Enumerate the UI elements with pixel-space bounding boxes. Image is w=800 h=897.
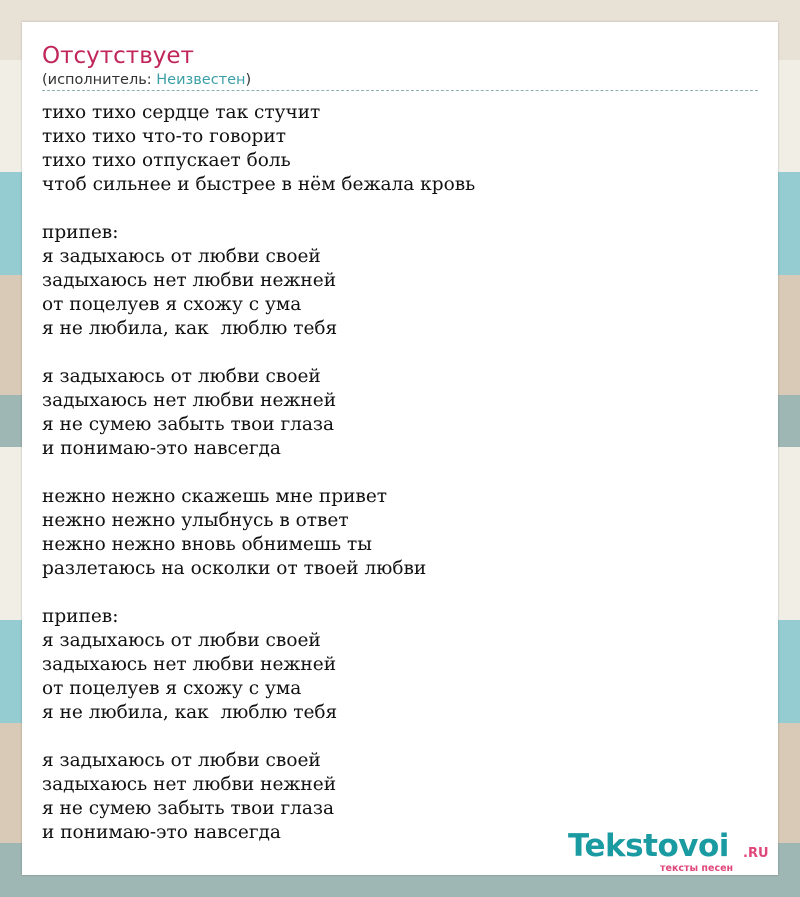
lyric-line: задыхаюсь нет любви нежней	[42, 270, 337, 291]
lyric-line: тихо тихо сердце так стучит	[42, 102, 321, 123]
lyric-line: задыхаюсь нет любви нежней	[42, 654, 337, 675]
lyric-line: нежно нежно вновь обнимешь ты	[42, 534, 372, 555]
lyric-line: задыхаюсь нет любви нежней	[42, 774, 337, 795]
lyric-line: и понимаю-это навсегда	[42, 438, 281, 459]
lyric-line-blank	[42, 725, 475, 749]
lyric-line: я задыхаюсь от любви своей	[42, 750, 321, 771]
lyric-line: я не сумею забыть твои глаза	[42, 798, 335, 819]
song-title: Отсутствует	[42, 43, 194, 69]
lyric-line: припев:	[42, 222, 119, 243]
lyric-line: я задыхаюсь от любви своей	[42, 246, 321, 267]
lyric-line: припев:	[42, 606, 119, 627]
logo-wordmark: Tekstovoi	[568, 828, 729, 864]
logo-tagline: тексты песен	[660, 863, 734, 874]
lyric-line-blank	[42, 341, 475, 365]
lyric-line: я задыхаюсь от любви своей	[42, 630, 321, 651]
lyric-line: я не любила, как люблю тебя	[42, 702, 338, 723]
lyric-line: нежно нежно скажешь мне привет	[42, 486, 388, 507]
lyric-line-blank	[42, 461, 475, 485]
lyric-line-blank	[42, 197, 475, 221]
lyric-line-blank	[42, 581, 475, 605]
lyric-line: тихо тихо отпускает боль	[42, 150, 291, 171]
logo-domain: .RU	[743, 846, 769, 861]
lyric-line: чтоб сильнее и быстрее в нём бежала кровь	[42, 174, 476, 195]
lyric-line: нежно нежно улыбнусь в ответ	[42, 510, 349, 531]
lyric-line: разлетаюсь на осколки от твоей любви	[42, 558, 427, 579]
lyrics-card	[22, 22, 778, 875]
lyric-line: тихо тихо что-то говорит	[42, 126, 286, 147]
lyric-line: я не сумею забыть твои глаза	[42, 414, 335, 435]
lyric-line: от поцелуев я схожу с ума	[42, 294, 302, 315]
lyric-line: я задыхаюсь от любви своей	[42, 366, 321, 387]
lyric-line: от поцелуев я схожу с ума	[42, 678, 302, 699]
tekstovoi-logo[interactable]	[568, 828, 778, 874]
lyric-line: я не любила, как люблю тебя	[42, 318, 338, 339]
artist-line	[42, 71, 251, 89]
artist-prefix: (исполнитель:	[42, 72, 157, 88]
title-divider	[42, 90, 758, 91]
lyric-line: и понимаю-это навсегда	[42, 822, 281, 843]
artist-suffix: )	[245, 72, 252, 88]
lyrics-body	[42, 101, 475, 845]
artist-link[interactable]: Неизвестен	[156, 72, 246, 88]
lyric-line: задыхаюсь нет любви нежней	[42, 390, 337, 411]
